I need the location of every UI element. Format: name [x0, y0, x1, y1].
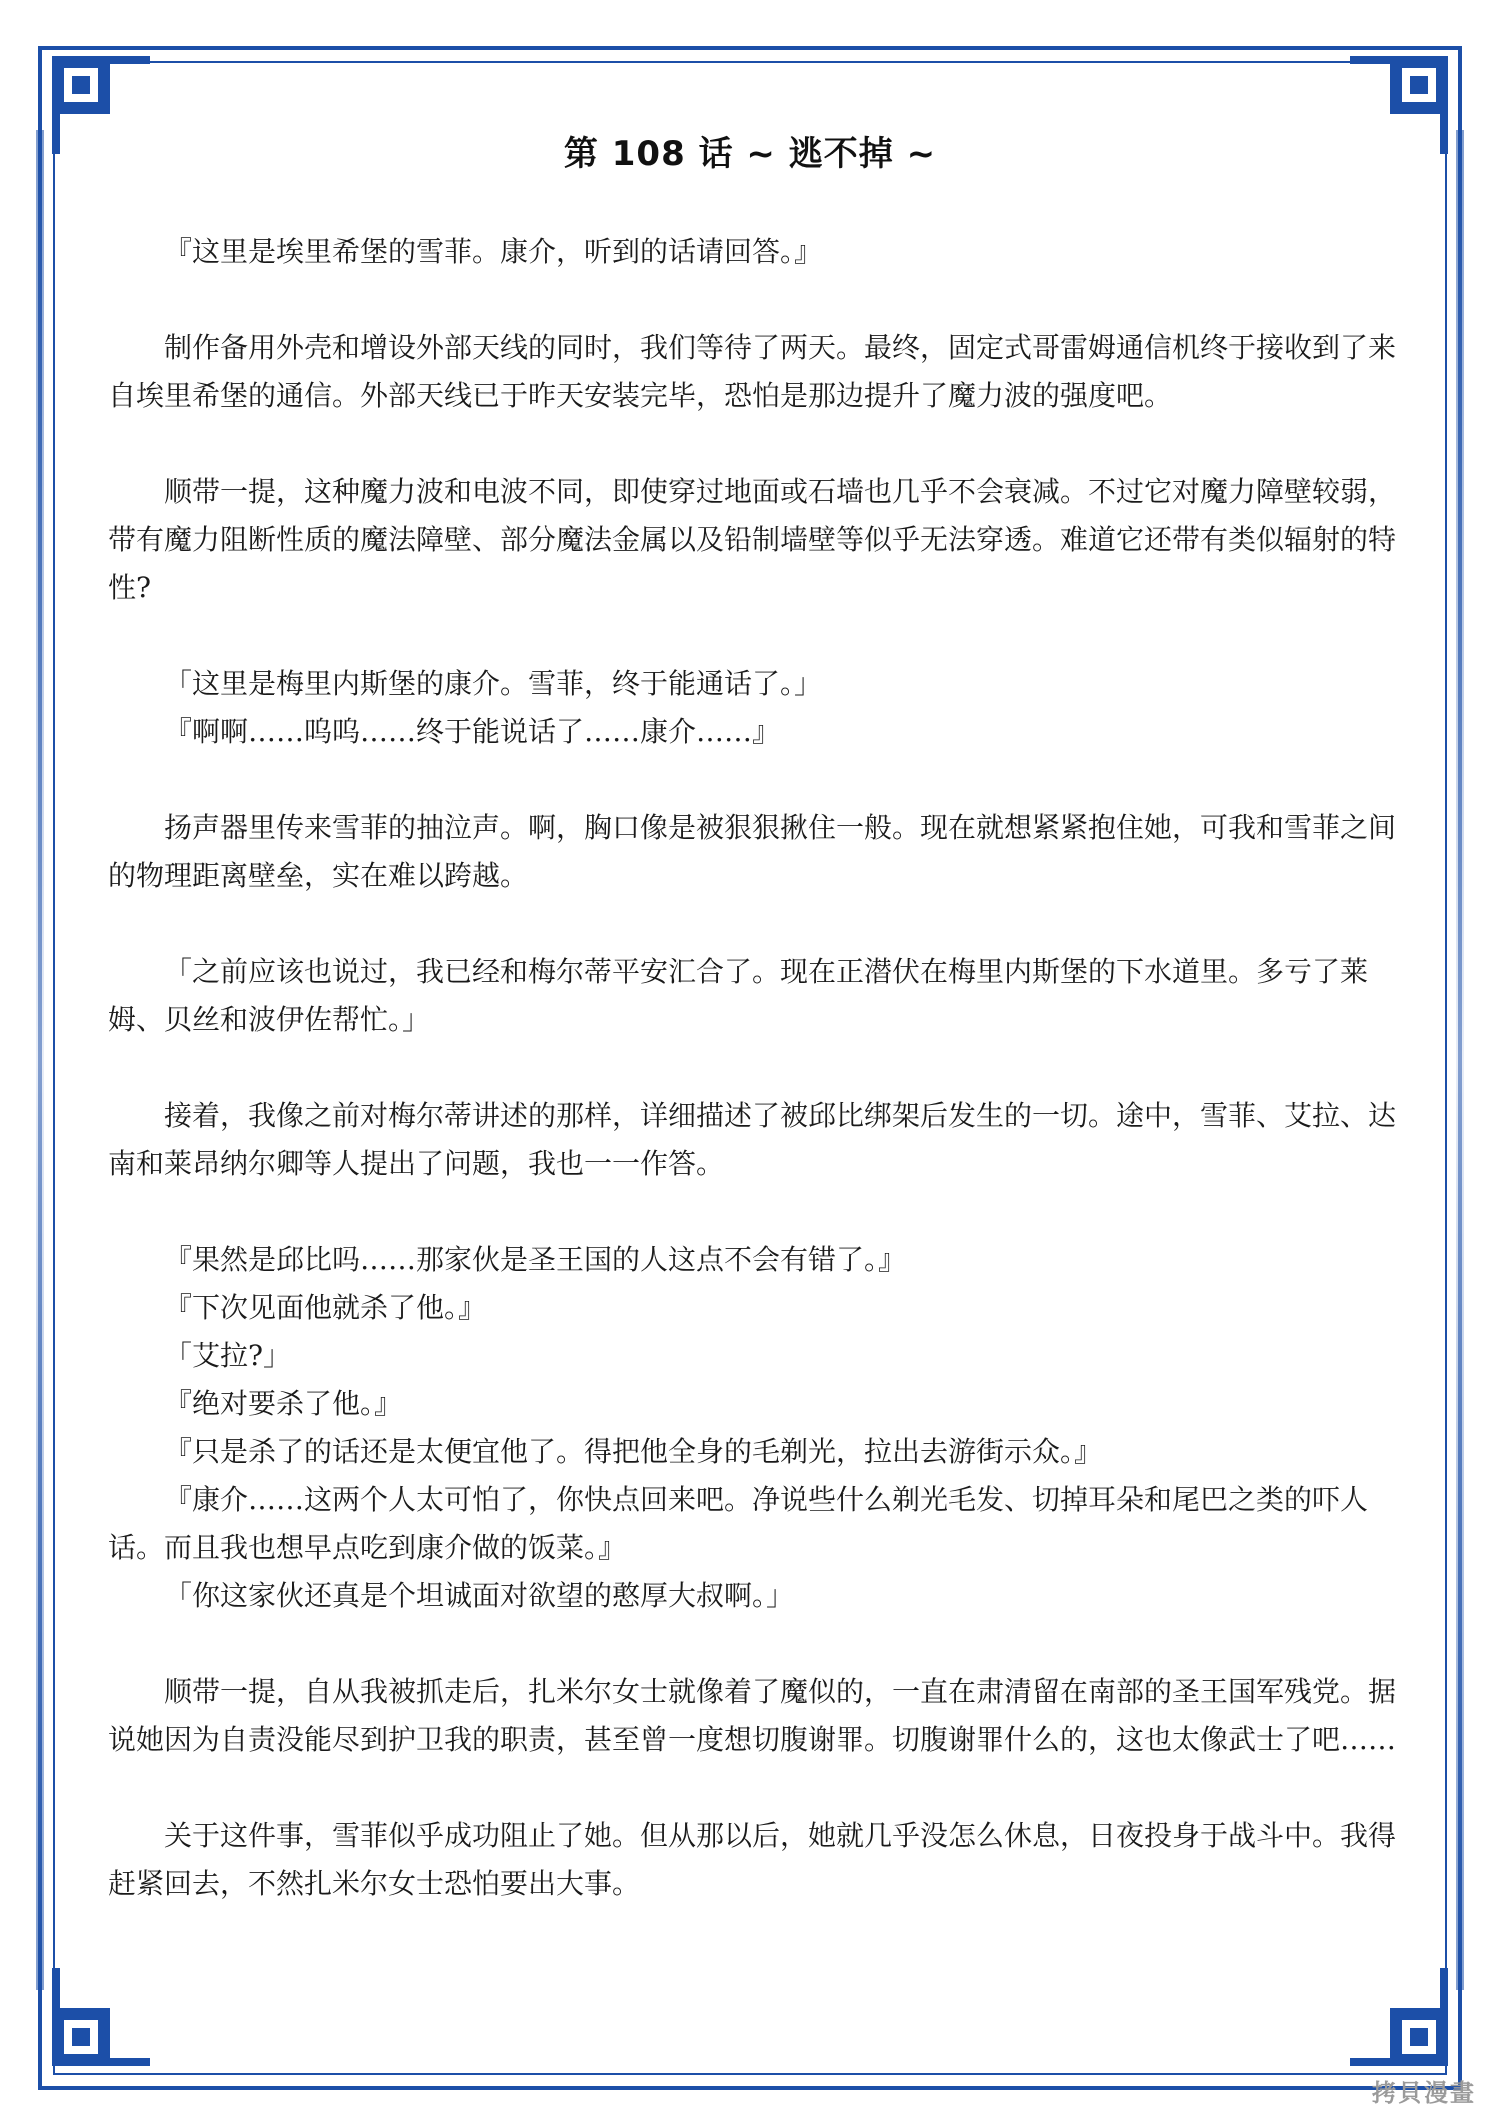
paragraph: 顺带一提，自从我被抓走后，扎米尔女士就像着了魔似的，一直在肃清留在南部的圣王国军残党。据说她因为自责没能尽到护卫我的职责，甚至曾一度想切腹谢罪。切腹谢罪什么的，这也太像武士了吧…… — [108, 1675, 1397, 1756]
dialogue-line: 「你这家伙还真是个坦诚面对欲望的憨厚大叔啊。」 — [164, 1579, 795, 1612]
dialogue-line: 『下次见面他就杀了他。』 — [164, 1291, 487, 1324]
paragraph: 『这里是埃里希堡的雪菲。康介，听到的话请回答。』 — [164, 235, 823, 268]
dialogue-line: 『绝对要杀了他。』 — [164, 1387, 403, 1420]
dialogue-block — [108, 660, 1398, 756]
corner-ornament-bottom-right — [1350, 1968, 1448, 2066]
dialogue-block — [108, 1236, 1398, 1620]
dialogue-line: 『只是杀了的话还是太便宜他了。得把他全身的毛剃光，拉出去游街示众。』 — [164, 1435, 1103, 1468]
dialogue-line: 「艾拉?」 — [164, 1339, 292, 1372]
paragraph: 「之前应该也说过，我已经和梅尔蒂平安汇合了。现在正潜伏在梅里内斯堡的下水道里。多亏了莱姆、贝丝和波伊佐帮忙。」 — [108, 955, 1369, 1036]
dialogue-line: 「这里是梅里内斯堡的康介。雪菲，终于能通话了。」 — [164, 667, 823, 700]
chapter-body — [108, 228, 1398, 1956]
chapter-title: 第 108 话 ~ 逃不掉 ~ — [563, 134, 937, 174]
paragraph: 扬声器里传来雪菲的抽泣声。啊，胸口像是被狠狠揪住一般。现在就想紧紧抱住她，可我和雪菲之间的物理距离壁垒，实在难以跨越。 — [108, 811, 1397, 892]
dialogue-line: 『康介……这两个人太可怕了，你快点回来吧。净说些什么剃光毛发、切掉耳朵和尾巴之类的吓人话。而且我也想早点吃到康介做的饭菜。』 — [108, 1483, 1369, 1564]
paragraph: 接着，我像之前对梅尔蒂讲述的那样，详细描述了被邱比绑架后发生的一切。途中，雪菲、艾拉、达南和莱昂纳尔卿等人提出了问题，我也一一作答。 — [108, 1099, 1397, 1180]
dialogue-line: 『果然是邱比吗……那家伙是圣王国的人这点不会有错了。』 — [164, 1243, 907, 1276]
paragraph: 制作备用外壳和增设外部天线的同时，我们等待了两天。最终，固定式哥雷姆通信机终于接收到了来自埃里希堡的通信。外部天线已于昨天安装完毕，恐怕是那边提升了魔力波的强度吧。 — [108, 331, 1397, 412]
corner-ornament-bottom-left — [52, 1968, 150, 2066]
site-watermark: 拷貝漫畫 — [1372, 2079, 1476, 2107]
dialogue-line: 『啊啊……呜呜……终于能说话了……康介……』 — [164, 715, 781, 748]
paragraph: 关于这件事，雪菲似乎成功阻止了她。但从那以后，她就几乎没怎么休息，日夜投身于战斗中。我得赶紧回去，不然扎米尔女士恐怕要出大事。 — [108, 1819, 1397, 1900]
paragraph: 顺带一提，这种魔力波和电波不同，即使穿过地面或石墙也几乎不会衰减。不过它对魔力障壁较弱，带有魔力阻断性质的魔法障壁、部分魔法金属以及铅制墙壁等似乎无法穿透。难道它还带有类似辐射的特性? — [108, 475, 1397, 604]
